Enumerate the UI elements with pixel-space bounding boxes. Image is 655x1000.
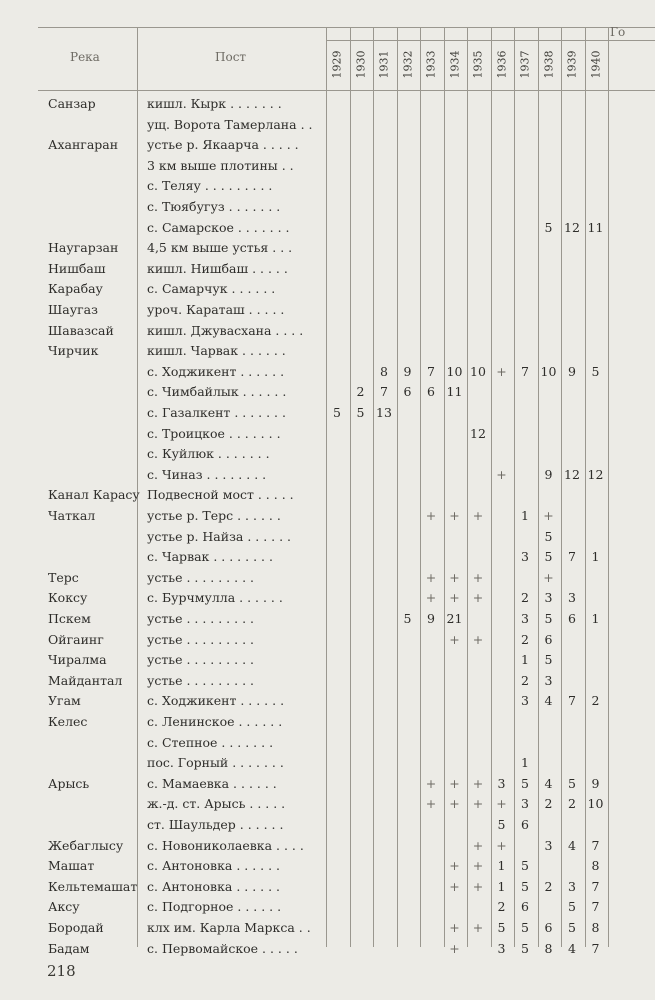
post-name: устье р. Терс . . . . . . xyxy=(147,509,281,523)
year-value: 3 xyxy=(521,611,529,626)
year-value: 5 xyxy=(568,899,576,915)
post-name: уроч. Караташ . . . . . xyxy=(147,303,285,317)
year-value: 11 xyxy=(587,219,604,235)
year-value: 13 xyxy=(376,405,392,420)
river-name: Ахангаран xyxy=(48,137,119,153)
year-value: 5 xyxy=(356,405,365,420)
river-name: Угам xyxy=(48,693,81,709)
year-value: + xyxy=(496,466,507,482)
year-column-line xyxy=(350,27,351,947)
year-value: 6 xyxy=(521,899,529,915)
post-name: устье . . . . . . . . . xyxy=(147,653,254,668)
year-value: 5 xyxy=(521,920,529,935)
year-value: 5 xyxy=(544,528,553,544)
river-name: Ойгаинг xyxy=(48,631,104,647)
river-name: Шавазсай xyxy=(48,322,114,338)
year-value: + xyxy=(543,508,554,523)
years-caption: Го xyxy=(610,25,626,39)
year-value: 3 xyxy=(568,878,576,894)
year-value: 2 xyxy=(497,899,506,915)
year-value: + xyxy=(425,796,437,812)
post-name: кишл. Чарвак . . . . . . xyxy=(147,344,286,359)
year-value: + xyxy=(449,878,460,894)
year-value: 3 xyxy=(521,693,529,709)
year-value: 6 xyxy=(427,384,435,400)
year-value: 4 xyxy=(568,837,576,853)
river-name: Майдантал xyxy=(48,672,123,688)
year-value: 5 xyxy=(568,920,576,935)
river-name: Чиралма xyxy=(48,652,107,668)
year-value: 5 xyxy=(497,817,506,832)
year-value: + xyxy=(449,940,460,956)
river-name: Кельтемашат xyxy=(48,878,138,894)
year-value: 5 xyxy=(544,219,553,235)
year-value: + xyxy=(449,590,460,606)
year-value: 8 xyxy=(380,363,388,379)
year-value: 9 xyxy=(403,363,412,379)
year-value: 1 xyxy=(521,755,529,771)
post-name: ущ. Ворота Тамерлана . . xyxy=(147,117,313,132)
year-value: 12 xyxy=(470,425,486,441)
river-name: Коксу xyxy=(48,590,88,606)
year-value: + xyxy=(425,569,437,585)
year-value: 9 xyxy=(591,775,600,791)
year-value: 2 xyxy=(544,796,553,812)
year-value: 5 xyxy=(544,652,553,668)
year-value: 10 xyxy=(470,363,486,379)
year-value: 21 xyxy=(446,611,463,626)
post-name: с. Самарское . . . . . . . xyxy=(147,220,290,235)
post-name: с. Чиназ . . . . . . . . xyxy=(147,467,267,482)
year-value: 1 xyxy=(521,652,529,668)
river-name: Нишбаш xyxy=(48,260,106,276)
post-name: с. Новониколаевка . . . . xyxy=(147,838,304,853)
post-name: кишл. Джувасхана . . . . xyxy=(147,323,304,338)
river-name: Карабау xyxy=(48,281,103,297)
year-value: 7 xyxy=(380,384,388,400)
year-value: 6 xyxy=(568,611,576,626)
river-name: Машат xyxy=(48,858,95,874)
year-value: 10 xyxy=(587,796,604,812)
year-column-line xyxy=(373,27,374,947)
year-value: 5 xyxy=(521,878,529,894)
year-value: 2 xyxy=(521,631,529,647)
year-value: + xyxy=(449,569,460,585)
post-name: 3 км выше плотины . . xyxy=(147,158,294,173)
river-name: Бородай xyxy=(48,920,104,935)
year-value: 2 xyxy=(521,590,529,606)
year-value: 4 xyxy=(544,693,553,709)
river-name: Терс xyxy=(48,569,79,585)
year-value: 7 xyxy=(591,878,600,894)
post-name: кишл. Нишбаш . . . . . xyxy=(147,261,288,276)
year-header: 1931 xyxy=(377,50,391,79)
year-header: 1935 xyxy=(471,50,485,79)
year-value: 6 xyxy=(403,384,412,400)
post-name: с. Бурчмулла . . . . . . xyxy=(147,591,283,606)
year-value: 1 xyxy=(591,611,600,626)
post-name: с. Подгорное . . . . . . xyxy=(147,900,282,915)
year-value: 9 xyxy=(568,363,576,379)
post-name: клх им. Карла Маркса . . xyxy=(147,921,311,935)
year-value: 4 xyxy=(544,775,553,791)
year-header: 1940 xyxy=(589,50,602,79)
year-value: + xyxy=(472,569,484,585)
year-value: 3 xyxy=(544,837,553,853)
year-value: 2 xyxy=(356,384,365,400)
year-value: + xyxy=(472,508,484,523)
year-value: 6 xyxy=(544,631,553,647)
year-value: + xyxy=(472,920,484,935)
river-name: Арысь xyxy=(48,775,90,791)
post-name: с. Троицкое . . . . . . . xyxy=(147,426,281,441)
year-value: 9 xyxy=(427,611,435,626)
post-name: с. Степное . . . . . . . xyxy=(147,735,274,750)
year-value: + xyxy=(425,775,437,791)
year-value: 9 xyxy=(544,466,553,482)
year-value: + xyxy=(425,590,437,606)
year-value: + xyxy=(449,796,460,812)
year-value: + xyxy=(449,858,460,874)
year-value: 5 xyxy=(544,611,553,626)
header-top-rule xyxy=(38,27,655,28)
year-value: 1 xyxy=(497,878,506,894)
year-value: 2 xyxy=(544,878,553,894)
year-value: + xyxy=(472,631,484,647)
post-name: устье . . . . . . . . . xyxy=(147,612,254,626)
year-value: 12 xyxy=(564,219,580,235)
header-bottom-rule xyxy=(38,90,655,91)
post-name: с. Самарчук . . . . . . xyxy=(147,282,276,297)
year-value: 7 xyxy=(568,549,576,565)
year-value: 8 xyxy=(544,940,553,956)
year-value: 5 xyxy=(521,940,529,956)
year-value: 8 xyxy=(591,858,600,874)
post-name: с. Тюябугуз . . . . . . . xyxy=(147,200,281,214)
year-value: 8 xyxy=(591,920,600,935)
post-name: Подвесной мост . . . . . xyxy=(147,488,294,503)
year-value: + xyxy=(472,858,484,874)
post-name: пос. Горный . . . . . . . xyxy=(147,756,284,771)
post-name: ст. Шаульдер . . . . . . xyxy=(147,818,284,832)
post-name: с. Чимбайлык . . . . . . xyxy=(147,385,287,400)
year-value: + xyxy=(543,569,554,585)
year-value: 1 xyxy=(497,858,506,874)
year-header: 1936 xyxy=(495,50,508,79)
year-value: 2 xyxy=(591,693,600,709)
year-value: 1 xyxy=(521,508,529,523)
year-value: + xyxy=(472,878,484,894)
year-value: + xyxy=(425,508,437,523)
post-name: устье р. Найза . . . . . . xyxy=(147,529,292,544)
year-value: 10 xyxy=(446,363,463,379)
year-value: 5 xyxy=(333,405,341,420)
year-value: 5 xyxy=(497,920,506,935)
post-name: устье р. Якаарча . . . . . xyxy=(147,138,299,153)
river-name: Чаткал xyxy=(48,508,96,523)
year-value: + xyxy=(496,837,507,853)
year-header: 1930 xyxy=(354,50,367,79)
river-name: Аксу xyxy=(48,899,80,915)
year-value: 2 xyxy=(568,796,576,812)
year-value: 12 xyxy=(587,466,604,482)
year-column-line xyxy=(397,27,398,947)
year-value: 7 xyxy=(591,940,600,956)
year-value: 5 xyxy=(521,858,529,874)
year-value: 3 xyxy=(497,940,506,956)
river-name: Шаугаз xyxy=(48,302,98,317)
year-value: 7 xyxy=(568,693,576,709)
year-value: 11 xyxy=(446,384,463,400)
year-value: 3 xyxy=(544,590,553,606)
year-value: 10 xyxy=(540,363,557,379)
year-value: + xyxy=(496,363,507,379)
year-header: 1938 xyxy=(542,50,555,79)
year-value: 4 xyxy=(568,940,576,956)
post-name: кишл. Кырк . . . . . . . xyxy=(147,97,282,111)
year-header: 1939 xyxy=(565,50,579,79)
year-value: 3 xyxy=(521,549,529,565)
post-column-header: Пост xyxy=(215,50,247,64)
year-value: 5 xyxy=(403,611,412,626)
year-column-line xyxy=(608,27,609,947)
river-name: Наугарзан xyxy=(48,240,119,256)
year-value: + xyxy=(449,920,460,935)
year-value: + xyxy=(472,796,484,812)
year-value: + xyxy=(449,508,460,523)
year-value: 6 xyxy=(521,817,529,832)
river-name: Чирчик xyxy=(48,343,99,359)
post-name: с. Газалкент . . . . . . . xyxy=(147,406,286,420)
post-name: устье . . . . . . . . . xyxy=(147,632,254,647)
year-value: + xyxy=(449,775,460,791)
post-name: с. Мамаевка . . . . . . xyxy=(147,776,277,791)
year-value: 2 xyxy=(521,672,529,688)
year-header: 1934 xyxy=(448,50,461,79)
year-value: 7 xyxy=(521,363,529,379)
year-value: 1 xyxy=(591,549,600,565)
post-name: с. Теляу . . . . . . . . . xyxy=(147,179,273,194)
river-name: Пскем xyxy=(48,611,91,626)
post-name: устье . . . . . . . . . xyxy=(147,673,254,688)
post-name: с. Антоновка . . . . . . xyxy=(147,859,281,874)
post-name: ж.-д. ст. Арысь . . . . . xyxy=(147,797,286,812)
year-value: 5 xyxy=(521,775,529,791)
year-value: 7 xyxy=(591,837,600,853)
year-value: 7 xyxy=(591,899,600,915)
river-name: Санзар xyxy=(48,96,96,111)
year-value: + xyxy=(472,775,484,791)
year-value: 3 xyxy=(497,775,506,791)
river-name: Жебаглысу xyxy=(48,837,124,853)
river-name: Канал Карасу xyxy=(48,487,140,503)
year-value: 3 xyxy=(544,672,553,688)
year-column-line xyxy=(326,27,327,947)
post-name: с. Куйлюк . . . . . . . xyxy=(147,447,270,462)
year-header: 1933 xyxy=(424,50,438,79)
year-value: + xyxy=(472,590,484,606)
river-column-header: Река xyxy=(70,50,100,64)
post-name: с. Ходжикент . . . . . . xyxy=(147,694,285,709)
year-header: 1932 xyxy=(401,50,414,79)
post-name: с. Ходжикент . . . . . . xyxy=(147,364,285,379)
river-name: Келес xyxy=(48,714,88,729)
year-value: 3 xyxy=(568,590,576,606)
year-value: 5 xyxy=(544,549,553,565)
year-value: 12 xyxy=(564,466,580,482)
year-value: 5 xyxy=(591,363,600,379)
post-name: с. Первомайское . . . . . xyxy=(147,941,298,956)
post-name: с. Чарвак . . . . . . . . xyxy=(147,550,273,565)
year-value: 6 xyxy=(544,920,553,935)
year-value: + xyxy=(496,796,507,812)
post-name: устье . . . . . . . . . xyxy=(147,570,254,585)
year-header: 1937 xyxy=(518,50,532,79)
year-value: 3 xyxy=(521,796,529,812)
page-number: 218 xyxy=(47,962,76,980)
year-value: + xyxy=(472,837,484,853)
year-value: 7 xyxy=(427,363,435,379)
post-name: 4,5 км выше устья . . . xyxy=(147,241,293,256)
year-header: 1929 xyxy=(330,50,344,79)
post-name: с. Ленинское . . . . . . xyxy=(147,715,283,729)
year-value: + xyxy=(449,631,460,647)
river-name: Бадам xyxy=(48,940,90,956)
post-name: с. Антоновка . . . . . . xyxy=(147,879,281,894)
year-value: 5 xyxy=(568,775,576,791)
